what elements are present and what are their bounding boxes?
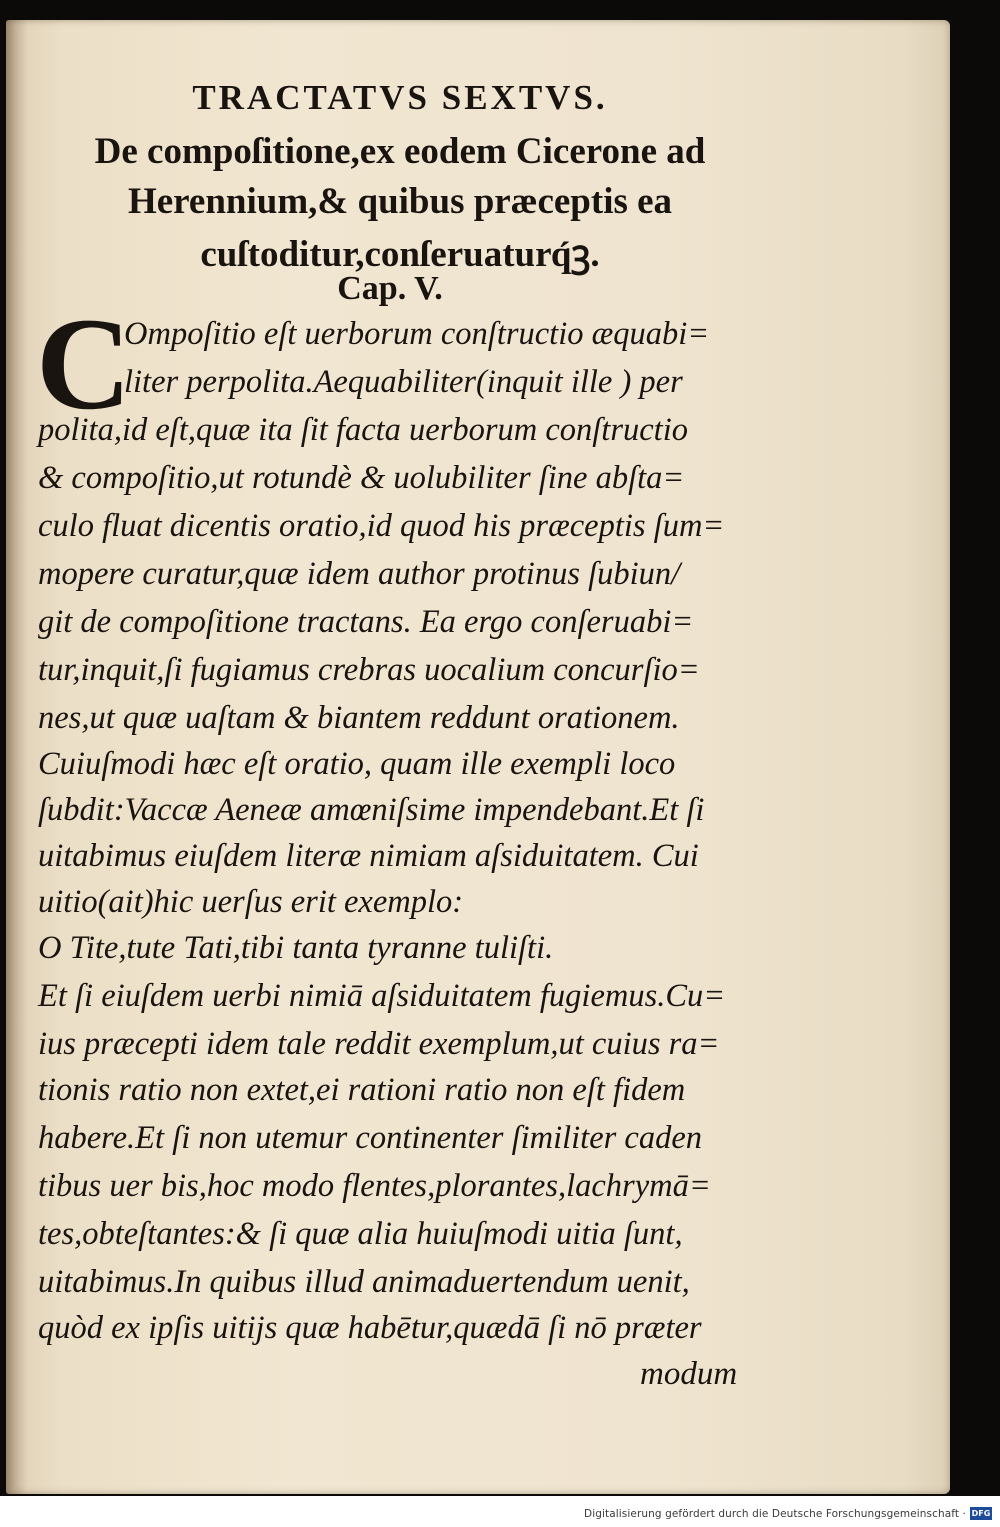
body-line: nes,ut quæ uaſtam & biantem reddunt orationem.: [38, 700, 680, 736]
dfg-logo: DFG: [971, 1509, 991, 1518]
drop-cap-initial: C: [36, 290, 132, 437]
body-line: Cuiuſmodi hæc eſt oratio, quam ille exempli loco: [38, 746, 676, 782]
body-line: tionis ratio non extet,ei rationi ratio non eſt fidem: [38, 1072, 686, 1108]
body-line: mopere curatur,quæ idem author protinus ſubiun/: [38, 556, 681, 592]
body-line: git de compoſitione tractans. Ea ergo conſeruabi=: [38, 604, 694, 640]
body-line: ius præcepti idem tale reddit exemplum,ut cuius ra=: [38, 1026, 720, 1062]
body-line: ſubdit:Vaccæ Aeneæ amœniſsime impendebant.Et ſi: [38, 792, 705, 828]
body-line: liter perpolita.Aequabiliter(inquit ille ) per: [124, 364, 683, 400]
running-title: TRACTATVS SEXTVS.: [192, 78, 608, 117]
body-line: Et ſi eiuſdem uerbi nimiā aſsiduitatem fugiemus.Cu=: [38, 978, 726, 1014]
chapter-heading-line-2: Herennium,& quibus præceptis ea: [127, 181, 673, 222]
body-line: uitio(ait)hic uerſus erit exemplo:: [38, 884, 464, 920]
body-line: quòd ex ipſis uitijs quæ habētur,quædā ſi nō præter: [38, 1310, 702, 1346]
chapter-number: Cap. V.: [337, 270, 443, 307]
digitization-credit: Digitalisierung gefördert durch die Deutsche Forschungsgemeinschaft ·: [584, 1508, 966, 1520]
verse-example-line: O Tite,tute Tati,tibi tanta tyranne tuliſti.: [38, 930, 554, 966]
body-line: uitabimus eiuſdem literæ nimiam aſsiduitatem. Cui: [38, 838, 699, 874]
page-gutter-shadow: [6, 20, 28, 1494]
chapter-heading-line-3: cuſtoditur,conſeruaturq́ꝫ.: [200, 234, 600, 275]
catchword: modum: [640, 1356, 738, 1392]
body-line: tur,inquit,ſi fugiamus crebras uocalium concurſio=: [38, 652, 700, 688]
body-line: tibus uer bis,hoc modo flentes,plorantes,lachrymā=: [38, 1168, 711, 1204]
body-line: culo fluat dicentis oratio,id quod his præceptis ſum=: [38, 508, 725, 544]
body-line: uitabimus.In quibus illud animaduertendum uenit,: [38, 1264, 690, 1300]
chapter-heading-line-1: De compoſitione,ex eodem Cicerone ad: [94, 131, 706, 172]
body-line: polita,id eſt,quæ ita ſit facta uerborum conſtructio: [38, 412, 688, 448]
body-line: & compoſitio,ut rotundè & uolubiliter ſine abſta=: [38, 460, 685, 496]
body-line: habere.Et ſi non utemur continenter ſimiliter caden: [38, 1120, 703, 1156]
body-line: tes,obteſtantes:& ſi quæ alia huiuſmodi uitia ſunt,: [38, 1216, 683, 1252]
body-line: Ompoſitio eſt uerborum conſtructio æquabi=: [124, 316, 710, 352]
